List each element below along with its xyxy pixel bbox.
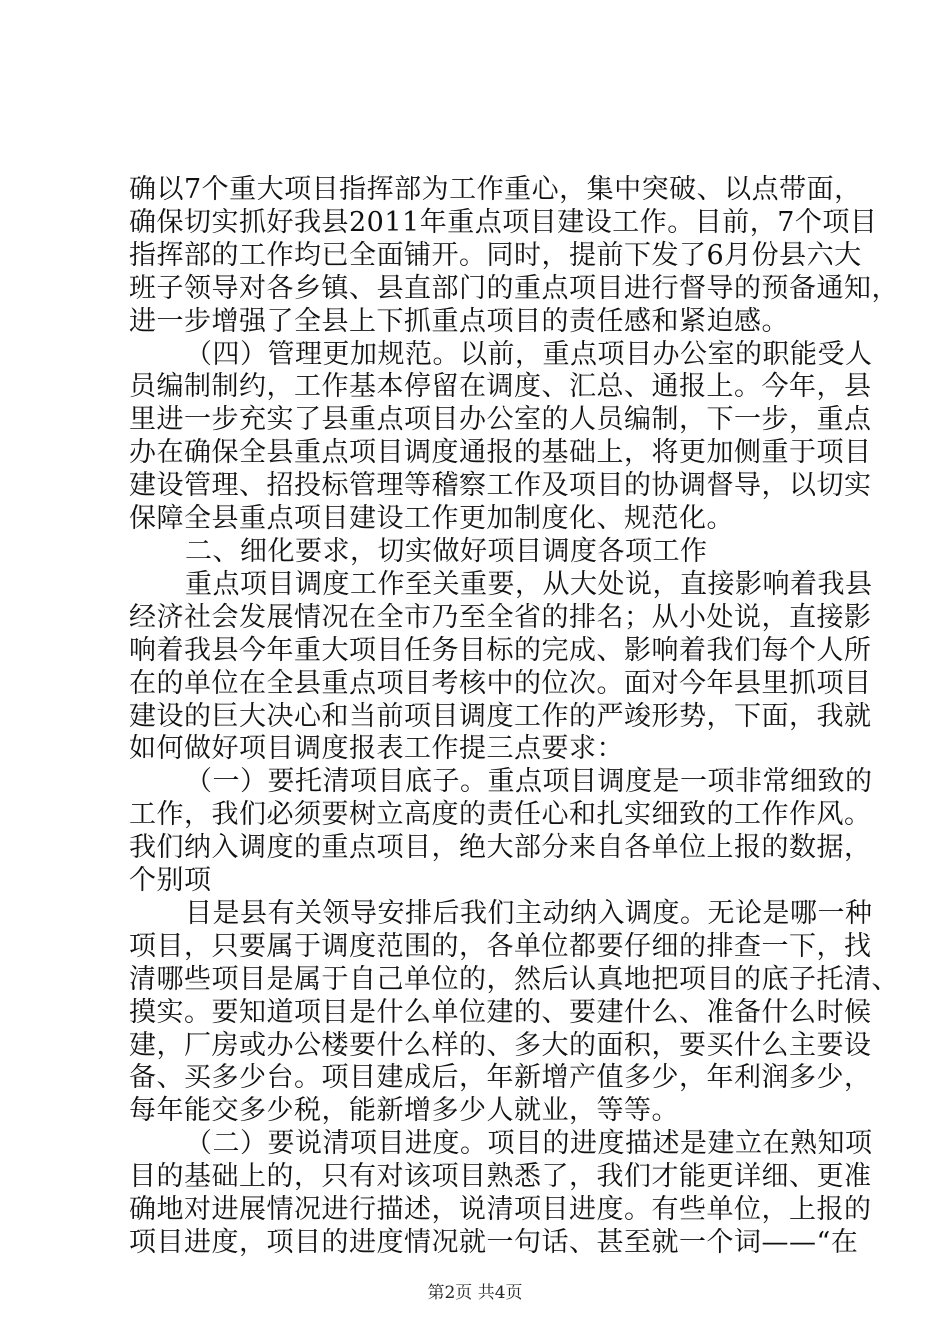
text-line: 项目进度，项目的进度情况就一句话、甚至就一个词——“在 xyxy=(129,1227,859,1258)
text-line: 在的单位在全县重点项目考核中的位次。面对今年县里抓项目 xyxy=(129,668,872,699)
paragraph-heading-4: （四）管理更加规范。以前，重点项目办公室的职能受人 xyxy=(185,339,873,370)
text-line: 确以7个重大项目指挥部为工作重心，集中突破、以点带面， xyxy=(129,174,862,205)
text-line: 工作，我们必须要树立高度的责任心和扎实细致的工作作风。 xyxy=(129,799,872,830)
text-line: 响着我县今年重大项目任务目标的完成、影响着我们每个人所 xyxy=(129,635,872,666)
text-line: 经济社会发展情况在全市乃至全省的排名；从小处说，直接影 xyxy=(129,602,872,633)
text-line: 如何做好项目调度报表工作提三点要求： xyxy=(129,733,624,764)
section-heading-2: 二、细化要求，切实做好项目调度各项工作 xyxy=(185,536,708,567)
text-line: 班子领导对各乡镇、县直部门的重点项目进行督导的预备通知， xyxy=(129,273,899,304)
text-line: 清哪些项目是属于自己单位的，然后认真地把项目的底子托清、 xyxy=(129,964,899,995)
text-line: 个别项 xyxy=(129,865,212,896)
text-line: 进一步增强了全县上下抓重点项目的责任感和紧迫感。 xyxy=(129,306,789,337)
text-line: 每年能交多少税，能新增多少人就业，等等。 xyxy=(129,1095,679,1126)
page-number-footer: 第2页 共4页 xyxy=(427,1283,523,1303)
text-line: 建，厂房或办公楼要什么样的、多大的面积，要买什么主要设 xyxy=(129,1030,872,1061)
paragraph-heading-2: （二）要说清项目进度。项目的进度描述是建立在熟知项 xyxy=(185,1128,873,1159)
text-line: 项目，只要属于调度范围的，各单位都要仔细的排查一下，找 xyxy=(129,931,872,962)
text-line: 备、买多少台。项目建成后，年新增产值多少，年利润多少， xyxy=(129,1062,872,1093)
text-line: 确地对进展情况进行描述，说清项目进度。有些单位，上报的 xyxy=(129,1194,872,1225)
text-line: 保障全县重点项目建设工作更加制度化、规范化。 xyxy=(129,503,734,534)
text-line: 确保切实抓好我县2011年重点项目建设工作。目前，7个项目 xyxy=(129,207,878,238)
text-line: 我们纳入调度的重点项目，绝大部分来自各单位上报的数据， xyxy=(129,832,872,863)
text-line: 里进一步充实了县重点项目办公室的人员编制，下一步，重点 xyxy=(129,404,872,435)
text-line: 指挥部的工作均已全面铺开。同时，提前下发了6月份县六大 xyxy=(129,240,862,271)
text-line: 目的基础上的，只有对该项目熟悉了，我们才能更详细、更准 xyxy=(129,1161,872,1192)
paragraph-heading-1: （一）要托清项目底子。重点项目调度是一项非常细致的 xyxy=(185,766,873,797)
text-line: 目是县有关领导安排后我们主动纳入调度。无论是哪一种 xyxy=(185,898,873,929)
text-line: 重点项目调度工作至关重要，从大处说，直接影响着我县 xyxy=(185,569,873,600)
text-line: 员编制制约，工作基本停留在调度、汇总、通报上。今年，县 xyxy=(129,371,872,402)
text-line: 建设的巨大决心和当前项目调度工作的严竣形势，下面，我就 xyxy=(129,701,872,732)
text-line: 办在确保全县重点项目调度通报的基础上，将更加侧重于项目 xyxy=(129,437,872,468)
text-line: 摸实。要知道项目是什么单位建的、要建什么、准备什么时候 xyxy=(129,997,872,1028)
text-line: 建设管理、招投标管理等稽察工作及项目的协调督导，以切实 xyxy=(129,470,872,501)
